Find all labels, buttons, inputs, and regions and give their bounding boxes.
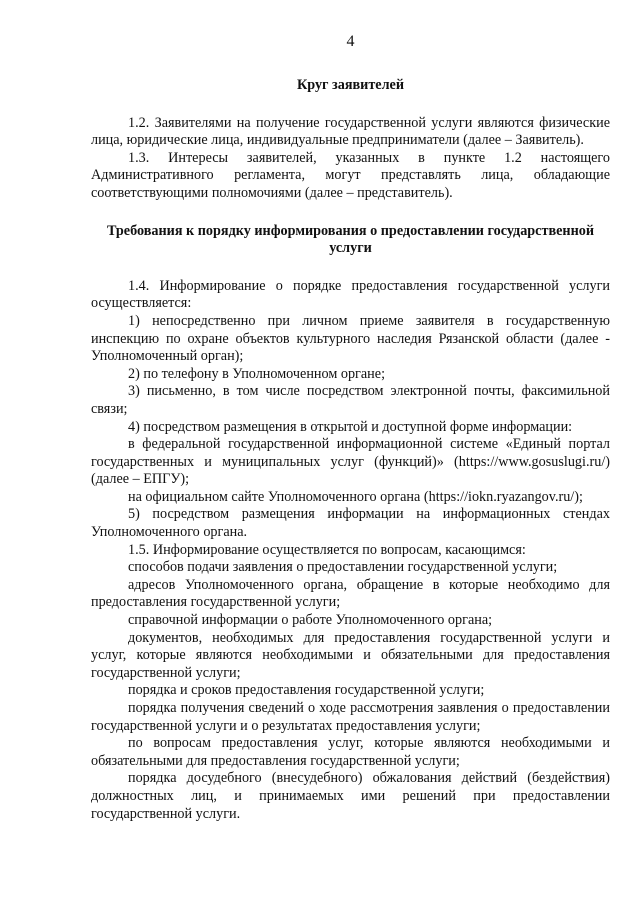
topic-item-terms: порядка и сроков предоставления государственной услуги; <box>128 682 485 699</box>
topic-item-addresses: адресов Уполномоченного органа, обращение в которые необходимо для предоставления государственной услуги; <box>91 576 610 611</box>
topic-item-status-info: порядка получения сведений о ходе рассмотрения заявления о предоставлении государственной услуги и о результатах предоставления услуги; <box>91 700 610 734</box>
topic-item-reference-info: справочной информации о работе Уполномоченного органа; <box>128 612 493 629</box>
section-heading-applicants: Круг заявителей <box>296 77 405 93</box>
topic-item-documents: документов, необходимых для предоставления государственной услуги и услуг, которые являются необходимыми и обязательными для предоставления государственной услуги; <box>91 629 610 681</box>
page-number: 4 <box>346 33 355 50</box>
list-item-3: 3) письменно, в том числе посредством электронной почты, факсимильной связи; <box>91 383 610 417</box>
list-item-1: 1) непосредственно при личном приеме заявителя в государственную инспекцию по охране объектов культурного наследия Рязанской области (далее - Уполномоченный орган); <box>91 312 610 365</box>
list-item-2: 2) по телефону в Уполномоченном органе; <box>128 365 386 382</box>
list-item-5: 5) посредством размещения информации на информационных стендах Уполномоченного органа. <box>91 506 610 541</box>
section-heading-information-requirements: Требования к порядку информирования о предоставлении государственной услуги <box>106 222 595 257</box>
topic-item-required-services: по вопросам предоставления услуг, которые являются необходимыми и обязательными для предоставления государственной услуги; <box>91 735 610 769</box>
topic-item-submission-methods: способов подачи заявления о предоставлении государственной услуги; <box>128 559 558 576</box>
paragraph-1-5: 1.5. Информирование осуществляется по вопросам, касающимся: <box>128 541 526 558</box>
paragraph-1-3: 1.3. Интересы заявителей, указанных в пункте 1.2 настоящего Административного регламента, могут представлять лица, обладающие соответствующими полномочиями (далее – представитель). <box>91 149 610 201</box>
list-item-4-official-site: на официальном сайте Уполномоченного органа (https://iokn.ryazangov.ru/); <box>128 488 583 505</box>
paragraph-1-4: 1.4. Информирование о порядке предоставления государственной услуги осуществляется: <box>91 277 610 312</box>
list-item-4-epgu: в федеральной государственной информационной системе «Единый портал государственных и муниципальных услуг (функций)» (https://www.gosuslugi.ru/) (далее – ЕПГУ); <box>91 436 610 488</box>
paragraph-1-2: 1.2. Заявителями на получение государственной услуги являются физические лица, юридические лица, индивидуальные предприниматели (далее – Заявитель). <box>91 114 610 149</box>
topic-item-appeal-procedure: порядка досудебного (внесудебного) обжалования действий (бездействия) должностных лиц, и принимаемых ими решений при предоставлении государственной услуги. <box>91 770 610 822</box>
list-item-4: 4) посредством размещения в открытой и доступной форме информации: <box>128 418 573 435</box>
